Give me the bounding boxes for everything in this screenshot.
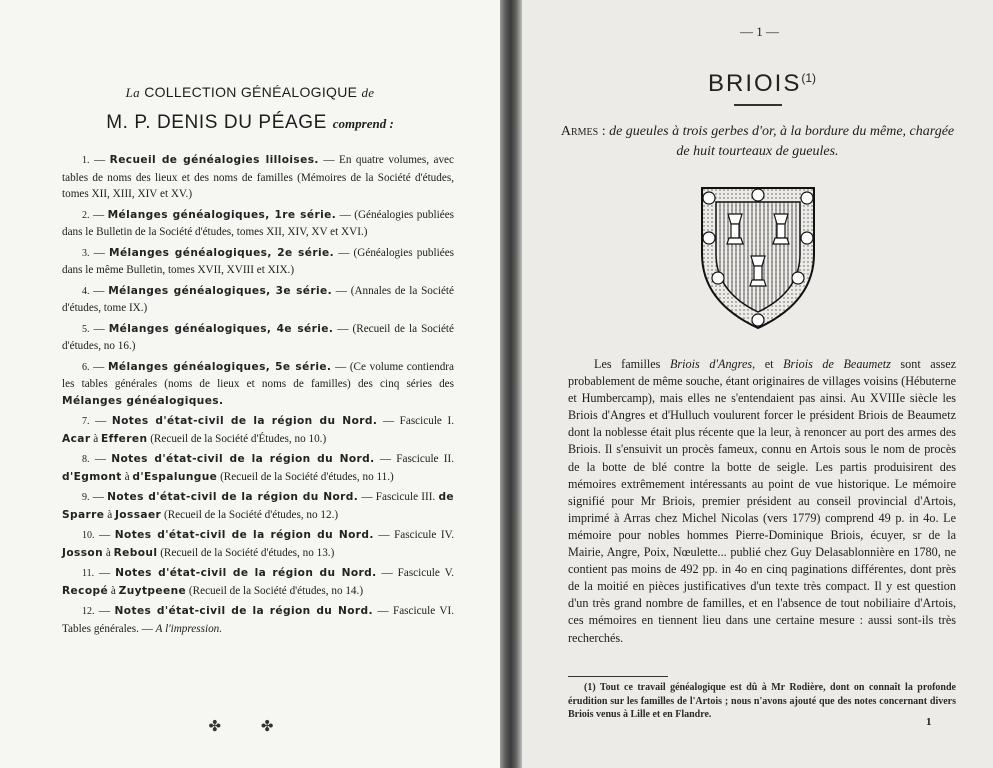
- entry-description: (Généalogies publiées dans le même Bulletin, tomes XVII, XVIII et XIX.): [62, 246, 455, 276]
- body-text-run: Les familles: [594, 357, 670, 371]
- list-item: 2. — Mélanges généalogiques, 1re série. — (Généalogies publiées dans le Bulletin de la Société d'études, tomes XII, XIV, XV et XVI.): [62, 208, 455, 238]
- footnote: (1) Tout ce travail généalogique est dû à Mr Rodière, dont on connaît la profonde érudition sur les familles de l'Artois ; nous n'avons ajouté que des notes concernant divers Briois venus à Lille et en Flandre.: [568, 682, 956, 720]
- entry-reference: (Recueil de la Société d'Études, no 10.): [150, 432, 327, 445]
- entry-title: Mélanges généalogiques, 4e série.: [108, 322, 334, 335]
- entry-description: (Recueil de la Société d'études, no 16.): [62, 322, 454, 352]
- entry-tail-title: Mélanges généalogiques.: [62, 394, 224, 407]
- entry-title: Notes d'état-civil de la région du Nord.: [111, 453, 375, 465]
- entry-range-from: de Sparre: [62, 491, 455, 521]
- entry-number: 7.: [82, 416, 90, 427]
- entry-number: 8.: [82, 454, 90, 465]
- entry-number: 10.: [82, 530, 95, 541]
- collection-list: [62, 152, 454, 641]
- list-item: 11. — Notes d'état-civil de la région du Nord. — Fascicule V. Recopé à Zuytpeene (Recueil de la Société d'études, no 14.): [62, 567, 455, 597]
- entry-range-to: d'Espalungue: [132, 470, 218, 483]
- entry-title: Mélanges généalogiques, 5e série.: [107, 360, 332, 373]
- entry-note: A l'impression.: [155, 622, 223, 635]
- list-item: 4. — Mélanges généalogiques, 3e série. — (Annales de la Société d'études, tome IX.): [62, 284, 454, 314]
- page-title: [708, 70, 816, 98]
- entry-range-connector: à: [124, 470, 130, 483]
- book-gutter: [500, 0, 522, 768]
- entry-range-connector: à: [110, 584, 116, 597]
- entry-title: Notes d'état-civil de la région du Nord.: [111, 415, 378, 427]
- entry-reference: (Recueil de la Société d'études, no 12.): [163, 508, 339, 521]
- entry-number: 4.: [82, 285, 90, 297]
- collection-heading: [0, 84, 500, 101]
- entry-number: 2.: [82, 209, 90, 221]
- entry-range-connector: à: [107, 508, 113, 521]
- entry-range-connector: à: [105, 546, 111, 559]
- title-note-ref: (1): [801, 71, 817, 85]
- entry-reference: (Recueil de la Société d'études, no 14.): [188, 584, 364, 597]
- list-item: 8. — Notes d'état-civil de la région du Nord. — Fascicule II. d'Egmont à d'Espalungue (Recueil de la Société d'études, no 11.): [62, 453, 455, 483]
- entry-title: Mélanges généalogiques, 1re série.: [107, 208, 337, 221]
- entry-number: 11.: [82, 568, 95, 579]
- entry-range-from: Acar: [62, 432, 91, 445]
- entry-title: Notes d'état-civil de la région du Nord.: [115, 567, 377, 579]
- entry-description: (Généalogies publiées dans le Bulletin de la Société d'études, tomes XII, XIV, XV et XVI.): [62, 208, 455, 238]
- family-name: Briois de Beaumetz: [783, 357, 891, 371]
- page-number-top: — 1 —: [740, 24, 779, 39]
- heading-prefix: La: [125, 85, 140, 100]
- entry-number: 9.: [82, 492, 90, 503]
- armes-text: de gueules à trois gerbes d'or, à la bordure du même, chargée de huit tourteaux de gueules.: [609, 124, 955, 159]
- entry-range-from: d'Egmont: [62, 470, 122, 483]
- page-number-bottom: 1: [926, 716, 932, 728]
- entry-range-from: Josson: [62, 546, 104, 559]
- entry-title: Notes d'état-civil de la région du Nord.: [114, 529, 374, 541]
- list-item: 5. — Mélanges généalogiques, 4e série. — (Recueil de la Société d'études, no 16.): [62, 322, 454, 352]
- entry-range-connector: à: [93, 432, 99, 445]
- body-paragraph: [568, 356, 956, 647]
- entry-fascicule: Fascicule I.: [399, 415, 454, 427]
- title-text: BRIOIS: [708, 70, 802, 97]
- entry-range-to: Jossaer: [114, 508, 162, 521]
- family-name: Briois d'Angres: [669, 357, 753, 371]
- list-item: 3. — Mélanges généalogiques, 2e série. — (Généalogies publiées dans le même Bulletin, tomes XVII, XVIII et XIX.): [62, 246, 455, 276]
- entry-range-from: Recopé: [62, 584, 109, 597]
- footnote-rule: [568, 676, 668, 677]
- list-item: 7. — Notes d'état-civil de la région du Nord. — Fascicule I. Acar à Efferen (Recueil de la Société d'Études, no 10.): [62, 415, 454, 445]
- list-item: 10. — Notes d'état-civil de la région du Nord. — Fascicule IV. Josson à Reboul (Recueil de la Société d'études, no 13.): [62, 529, 455, 559]
- entry-number: 12.: [82, 606, 95, 617]
- entry-number: 5.: [82, 323, 90, 335]
- armes-label: Armes :: [560, 124, 606, 139]
- entry-description: (Annales de la Société d'études, tome IX.): [62, 284, 454, 314]
- entry-title: Notes d'état-civil de la région du Nord.: [107, 491, 359, 503]
- list-item: 1. — Recueil de généalogies lilloises. — En quatre volumes, avec tables de noms des lieux et des noms de familles (Mémoires de la Société d'études, tomes XII, XIII, XIV et XV.): [62, 154, 454, 200]
- armes-blazon: [560, 122, 955, 162]
- entry-description: En quatre volumes, avec tables de noms des lieux et des noms de familles (Mémoires de la Société d'études, tomes XII, XIII, XIV et XV.): [62, 154, 454, 200]
- title-rule: [734, 104, 782, 106]
- author-name: M. P. DENIS DU PÉAGE: [106, 112, 327, 133]
- entry-title: Mélanges généalogiques, 2e série.: [109, 246, 335, 259]
- entry-title: Mélanges généalogiques, 3e série.: [108, 284, 333, 297]
- coat-of-arms-icon: [698, 184, 818, 332]
- right-page: [522, 0, 993, 768]
- list-item: 9. — Notes d'état-civil de la région du Nord. — Fascicule III. de Sparre à Jossaer (Recueil de la Société d'études, no 12.): [62, 491, 455, 521]
- entry-range-to: Reboul: [113, 546, 158, 559]
- fleuron-ornament-icon: ✤ ✤: [208, 719, 292, 735]
- entry-title: Notes d'état-civil de la région du Nord.: [114, 605, 373, 617]
- entry-number: 1.: [82, 155, 90, 166]
- entry-fascicule: Fascicule V.: [397, 567, 455, 579]
- entry-range-to: Zuytpeene: [118, 584, 187, 597]
- entry-title: Recueil de généalogies lilloises.: [109, 154, 319, 166]
- heading-suffix: de: [361, 85, 375, 100]
- list-item: 6. — Mélanges généalogiques, 5e série. — (Ce volume contiendra les tables générales (noms de lieux et noms de familles) des cinq séries des Mélanges généalogiques.: [62, 360, 454, 407]
- heading-collection: COLLECTION GÉNÉALOGIQUE: [144, 84, 358, 100]
- entry-description: (Ce volume contiendra les tables générales (noms de lieux et noms de familles) des cinq séries des: [62, 360, 454, 390]
- entry-reference: (Recueil de la Société d'études, no 13.): [160, 546, 335, 559]
- entry-fascicule: Fascicule II.: [396, 453, 455, 465]
- entry-number: 6.: [82, 361, 90, 373]
- list-item: 12. — Notes d'état-civil de la région du Nord. — Fascicule VI. Tables générales. — A l'impression.: [62, 605, 455, 635]
- entry-range-to: Efferen: [101, 432, 148, 445]
- body-text-run: , et: [752, 357, 784, 371]
- heading-comprend: comprend :: [332, 116, 394, 131]
- entry-fascicule: Fascicule VI. Tables générales.: [62, 605, 455, 635]
- author-heading: [0, 112, 500, 134]
- entry-number: 3.: [82, 247, 90, 259]
- entry-fascicule: Fascicule III.: [375, 491, 436, 503]
- entry-reference: (Recueil de la Société d'études, no 11.): [220, 470, 394, 483]
- body-text-run: sont assez probablement de même souche, étant originaires de villages voisins (Hébuterne et Humbercamp), mais elles ne s'entendaient pas ainsi. Au XVIIIe siècle les Briois d'Angres et d'Hulluch voulurent forcer le président Briois de Beaumetz dont la noblesse était plus récente que la leur, à renoncer au port des armes des Briois. Il s'ensuivit un procès fameux, connu en Artois sous le nom de procès de la botte de blé contre la botte de seigle. Les partis produisirent des mémoires extrêmement intéressants au point de vue historique. Le mémoire signifié pour Mr Briois, premier président au conseil provincial d'Artois, imprimé à Arras chez Michel Nicolas (vers 1779) comprend 49 p. in 4o. Le mémoire pour nobles hommes Pierre-Dominique Briois, écuyer, sr de la Mairie, Angre, Poix, Nœulette... publié chez Guy Delasablonnière en 1780, ne contient pas moins de 492 pp. in 4o en cinq paginations différentes, dont près de la moitié en pièces justificatives d'un texte très compact. Il y est question d'un très grand nombre de familles, et en l'absence de tout nobiliaire d'Artois, ces mémoires en tiennent lieu dans une certaine mesure : aussi sont-ils très recherchés.: [568, 357, 957, 645]
- entry-fascicule: Fascicule IV.: [394, 529, 455, 541]
